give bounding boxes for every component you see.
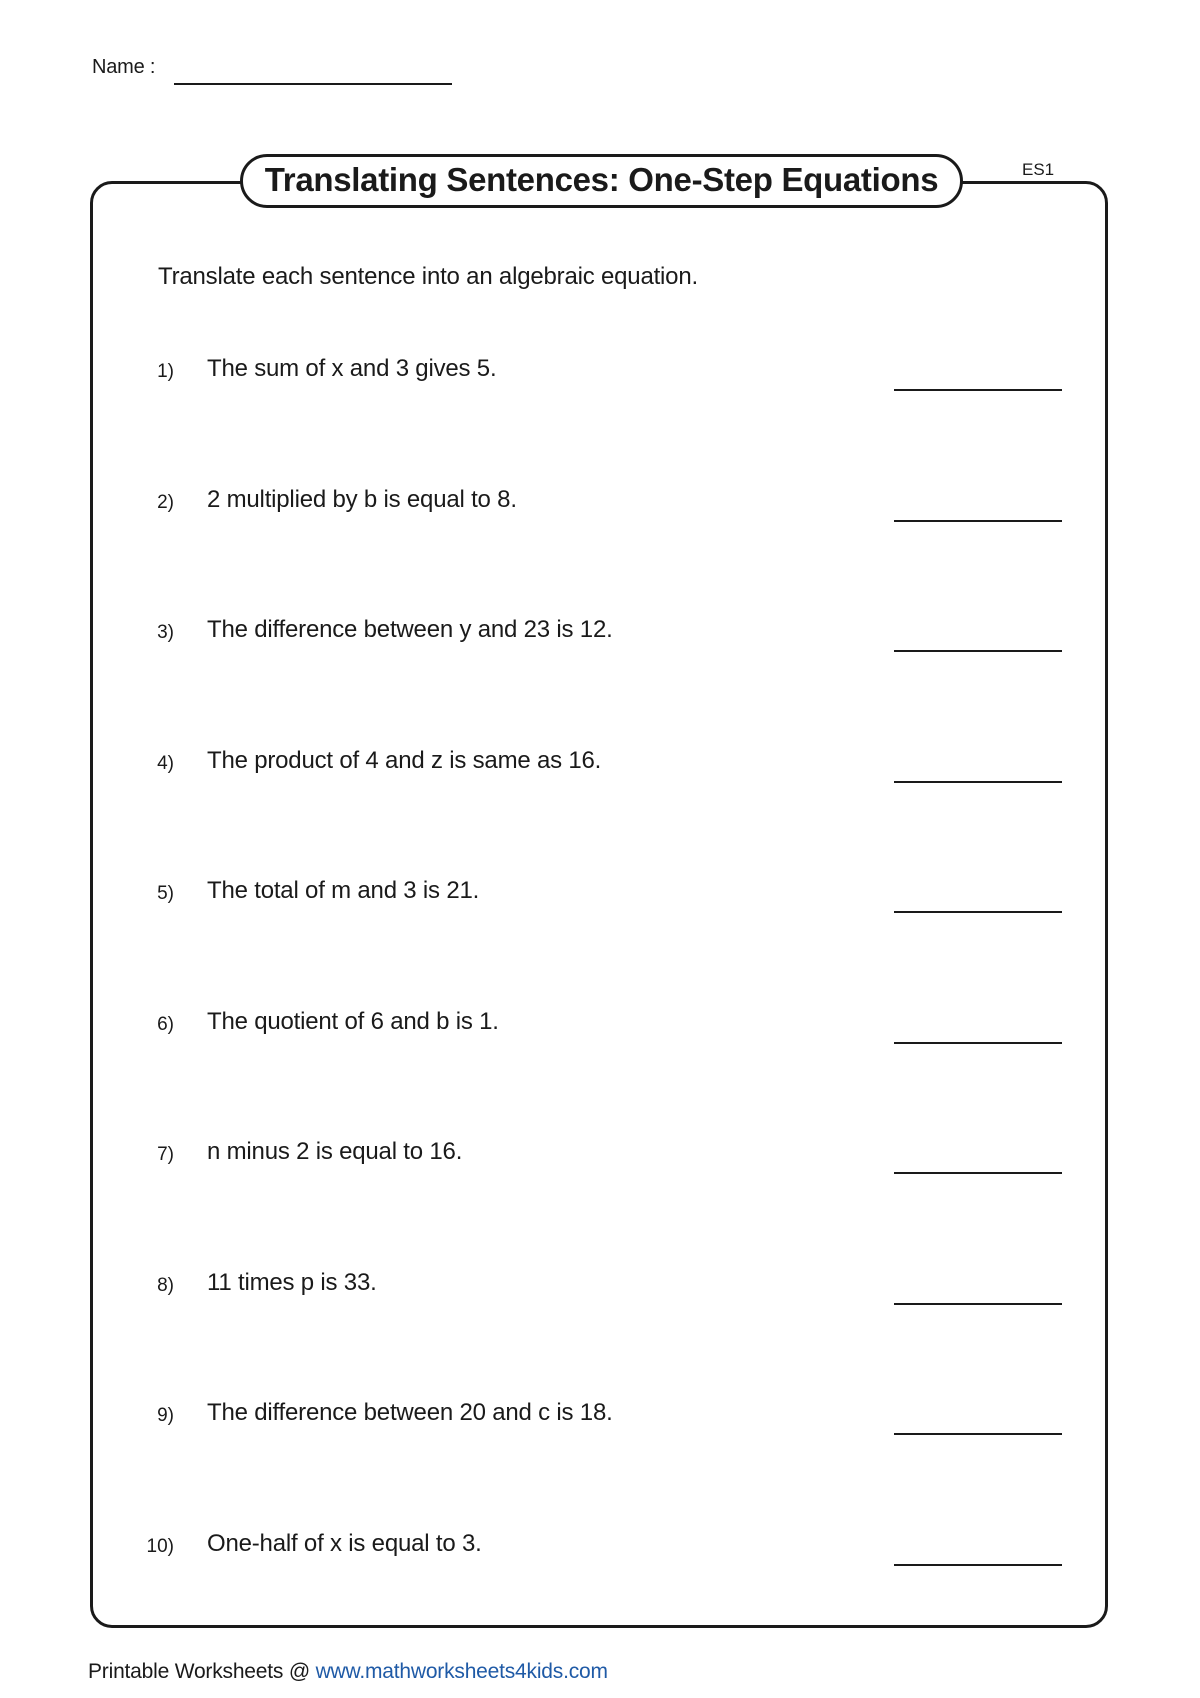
question-text: The quotient of 6 and b is 1. bbox=[207, 1008, 499, 1035]
question-text: The product of 4 and z is same as 16. bbox=[207, 747, 602, 774]
answer-blank-line[interactable] bbox=[894, 1172, 1062, 1174]
question-item-9 bbox=[0, 1399, 1200, 1439]
name-blank-line[interactable] bbox=[174, 83, 452, 85]
question-text: The sum of x and 3 gives 5. bbox=[207, 355, 497, 382]
question-text: The difference between y and 23 is 12. bbox=[207, 616, 613, 643]
footer-prefix: Printable Worksheets @ bbox=[88, 1660, 316, 1683]
question-item-8 bbox=[0, 1269, 1200, 1309]
instruction-text: Translate each sentence into an algebraic equation. bbox=[158, 263, 698, 290]
answer-blank-line[interactable] bbox=[894, 1433, 1062, 1435]
question-item-1 bbox=[0, 355, 1200, 395]
question-number: 6) bbox=[157, 1014, 174, 1035]
question-number: 9) bbox=[157, 1405, 174, 1426]
question-number: 4) bbox=[157, 753, 174, 774]
answer-blank-line[interactable] bbox=[894, 1042, 1062, 1044]
question-text: 2 multiplied by b is equal to 8. bbox=[207, 486, 517, 513]
question-number: 3) bbox=[157, 622, 174, 643]
question-item-4 bbox=[0, 747, 1200, 787]
answer-blank-line[interactable] bbox=[894, 389, 1062, 391]
answer-blank-line[interactable] bbox=[894, 520, 1062, 522]
question-text: n minus 2 is equal to 16. bbox=[207, 1138, 463, 1165]
answer-blank-line[interactable] bbox=[894, 1564, 1062, 1566]
question-number: 7) bbox=[157, 1144, 174, 1165]
question-item-2 bbox=[0, 486, 1200, 526]
answer-blank-line[interactable] bbox=[894, 650, 1062, 652]
answer-blank-line[interactable] bbox=[894, 1303, 1062, 1305]
question-number: 10) bbox=[146, 1536, 174, 1557]
question-item-7 bbox=[0, 1138, 1200, 1178]
answer-blank-line[interactable] bbox=[894, 911, 1062, 913]
question-item-10 bbox=[0, 1530, 1200, 1570]
question-item-5 bbox=[0, 877, 1200, 917]
question-text: One-half of x is equal to 3. bbox=[207, 1530, 482, 1557]
worksheet-code: ES1 bbox=[1022, 160, 1055, 179]
question-number: 1) bbox=[157, 361, 174, 382]
question-number: 2) bbox=[157, 492, 174, 513]
footer bbox=[88, 1660, 608, 1684]
question-item-6 bbox=[0, 1008, 1200, 1048]
question-number: 8) bbox=[157, 1275, 174, 1296]
question-item-3 bbox=[0, 616, 1200, 656]
worksheet-title: Translating Sentences: One-Step Equations bbox=[240, 154, 963, 208]
question-text: The total of m and 3 is 21. bbox=[207, 877, 480, 904]
question-text: The difference between 20 and c is 18. bbox=[207, 1399, 613, 1426]
footer-link[interactable]: www.mathworksheets4kids.com bbox=[315, 1660, 608, 1683]
question-text: 11 times p is 33. bbox=[207, 1269, 377, 1296]
question-number: 5) bbox=[157, 883, 174, 904]
answer-blank-line[interactable] bbox=[894, 781, 1062, 783]
name-label: Name : bbox=[92, 56, 156, 78]
